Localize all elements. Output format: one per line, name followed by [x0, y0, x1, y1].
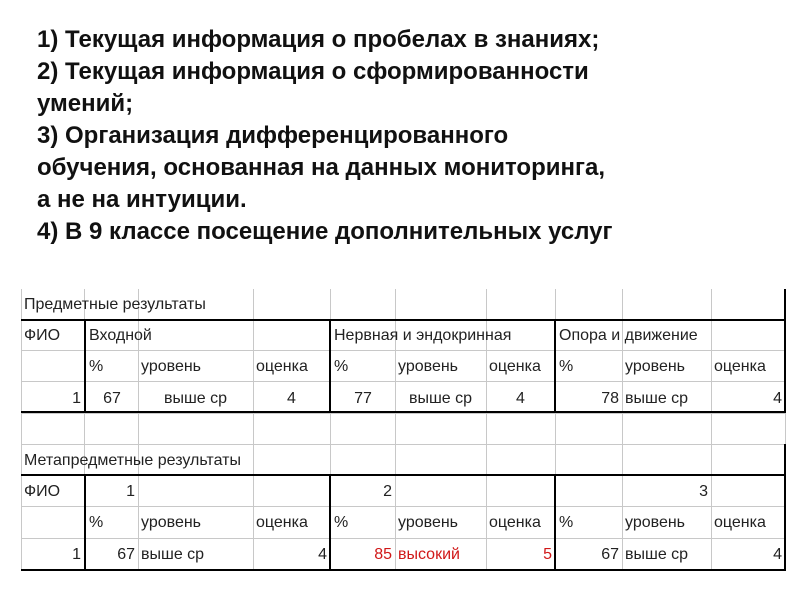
grid-line [21, 538, 786, 539]
table-cell: выше ср [141, 546, 205, 563]
table-cell: выше ср [408, 390, 473, 407]
column-header: оценка [714, 358, 766, 375]
fio-header: ФИО [24, 483, 61, 500]
grid-line [21, 506, 786, 507]
column-header: % [334, 514, 349, 531]
column-header: уровень [141, 514, 202, 531]
section-border [21, 319, 786, 321]
section-header: 1 [126, 483, 135, 500]
bullet-line: 1) Текущая информация о пробелах в знаниях; [37, 26, 600, 53]
column-header: оценка [256, 514, 308, 531]
table-cell: 4 [773, 390, 782, 407]
table-cell: 1 [72, 546, 81, 563]
column-header: уровень [625, 358, 686, 375]
column-header: уровень [398, 514, 459, 531]
table-cell: 67 [103, 390, 121, 407]
table-cell: 4 [773, 546, 782, 563]
fio-header: ФИО [24, 327, 61, 344]
table-title: Метапредметные результаты [24, 452, 241, 469]
column-header: % [334, 358, 349, 375]
section-header: Опора и движение [559, 327, 698, 344]
column-header: % [89, 514, 104, 531]
table-cell: выше ср [625, 390, 689, 407]
grid-line [21, 413, 786, 414]
table-cell: 4 [287, 390, 296, 407]
table-cell: 78 [601, 390, 619, 407]
grid-line [21, 350, 786, 351]
section-header: 2 [383, 483, 392, 500]
section-header: 3 [699, 483, 708, 500]
grid-line [21, 444, 786, 445]
table-cell: выше ср [163, 390, 228, 407]
bullet-line: 4) В 9 классе посещение дополнительных услуг [37, 218, 613, 245]
section-header: Нервная и эндокринная [334, 327, 512, 344]
highlighted-cell: 5 [543, 546, 552, 563]
column-header: уровень [398, 358, 459, 375]
column-header: оценка [489, 514, 541, 531]
column-header: % [559, 358, 574, 375]
spreadsheet-table [21, 289, 786, 571]
table-cell: выше ср [625, 546, 689, 563]
column-header: % [559, 514, 574, 531]
grid-line [21, 381, 786, 382]
table-cell: 4 [318, 546, 327, 563]
bullet-list [37, 24, 787, 248]
highlighted-cell: 85 [374, 546, 392, 563]
column-header: уровень [141, 358, 202, 375]
highlighted-cell: высокий [398, 546, 460, 563]
bullet-line: обучения, основанная на данных мониторинга, [37, 154, 605, 181]
table-cell: 1 [72, 390, 81, 407]
section-border [21, 411, 786, 413]
column-header: оценка [714, 514, 766, 531]
bullet-line: а не на интуиции. [37, 186, 247, 213]
table-cell: 67 [117, 546, 135, 563]
bullet-line: 2) Текущая информация о сформированности [37, 58, 589, 85]
column-header: оценка [256, 358, 308, 375]
section-border [21, 569, 786, 571]
column-header: % [89, 358, 104, 375]
section-header: Входной [89, 327, 152, 344]
column-header: уровень [625, 514, 686, 531]
table-cell: 77 [354, 390, 372, 407]
column-header: оценка [489, 358, 541, 375]
bullet-line: 3) Организация дифференцированного [37, 122, 509, 149]
bullet-line: умений; [37, 90, 134, 117]
table-cell: 4 [516, 390, 525, 407]
table-title: Предметные результаты [24, 296, 206, 313]
section-border [21, 474, 786, 476]
table-cell: 67 [601, 546, 619, 563]
